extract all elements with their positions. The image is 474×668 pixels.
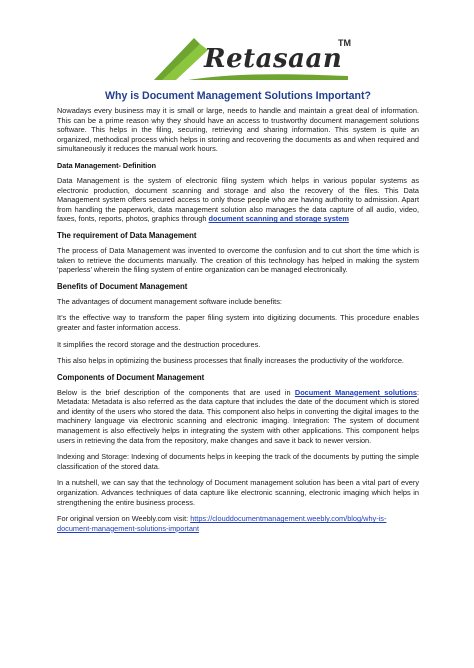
retasaan-logo	[148, 34, 358, 86]
benefits-heading: Benefits of Document Management	[57, 281, 188, 291]
requirement-heading: The requirement of Data Management	[57, 230, 197, 240]
benefit-item: It’s the effective way to transform the paper filing system into digitizing documents. This procedure enables greater and faster information access.	[57, 313, 419, 332]
requirement-paragraph: The process of Data Management was invented to overcome the confusion and to cut short the time which is taken to retrieve the documents manually. The creation of this technology has helped in making the system ‘paperless’ wherein the filing system of entire organization can be managed electronically.	[57, 245, 419, 275]
footer-paragraph	[57, 514, 419, 533]
footer-lead: For original version on Weebly.com visit:	[57, 514, 191, 524]
original-version-link[interactable]: https://clouddocumentmanagement.weebly.com/blog/why-is-document-management-solutions-important	[57, 514, 387, 533]
nutshell-paragraph: In a nutshell, we can say that the technology of Document management solution has been a vital part of every organization. Advances techniques of data capture like electronic scanning, electronic imaging which helps in strengthening the entire business process.	[57, 478, 419, 507]
scanning-storage-link[interactable]: document scanning and storage system	[208, 214, 349, 224]
indexing-paragraph: Indexing and Storage: Indexing of documents helps in keeping the track of the documents by putting the simple classification of the stored data.	[57, 452, 419, 471]
components-text: : Metadata: Metadata is also referred as the data capture that includes the date of the document which is stored and identity of the users who stored the data. This component also helps in converting the digital images to the machinery language via electronic scanning and electronic imaging. Integration: The system of document management is also effectively helps in integrating the system with other applications. This component helps users in retrieving the data from the repository, make changes and save it back to newer version.	[57, 387, 419, 445]
document-title: Why is Document Management Solutions Important?	[104, 90, 372, 102]
definition-text: Data Management is the system of electronic filing system which helps in various popular systems as electronic production, document scanning and storage and also the recovery of the files. This Data Management system offers secured access to only those people who are having authority to admission. Apart from handling the paperwork, data management solution also manages the data capture of all audio, video, faxes, fonts, reports, photos, graphics through	[57, 175, 419, 224]
definition-paragraph	[57, 176, 419, 224]
components-lead: Below is the brief description of the components that are used in	[57, 387, 291, 397]
benefits-intro: The advantages of document management software include benefits:	[57, 296, 282, 306]
benefit-item: It simplifies the record storage and the destruction procedures.	[57, 339, 261, 349]
components-paragraph	[57, 388, 419, 446]
document-management-link[interactable]: Document Management solutions	[294, 387, 417, 397]
intro-paragraph: Nowadays every business may it is small or large, needs to handle and maintain a great deal of information. This can be a prime reason why they should have an access to trustworthy document management solutions software. This helps in the filing, securing, retrieving and sharing information. This system is quite an organized, methodical process which helps in storing and recovering the documents as and when required and simultaneously it reduces the manual work hours.	[57, 106, 419, 154]
definition-heading: Data Management- Definition	[57, 160, 157, 170]
benefit-item: This also helps in optimizing the business processes that finally increases the productivity of the workforce.	[57, 356, 404, 366]
trademark-mark: TM	[338, 38, 351, 48]
components-heading: Components of Document Management	[57, 372, 205, 382]
logo-wordmark: Retasaan	[204, 44, 343, 74]
document-body	[57, 90, 419, 540]
